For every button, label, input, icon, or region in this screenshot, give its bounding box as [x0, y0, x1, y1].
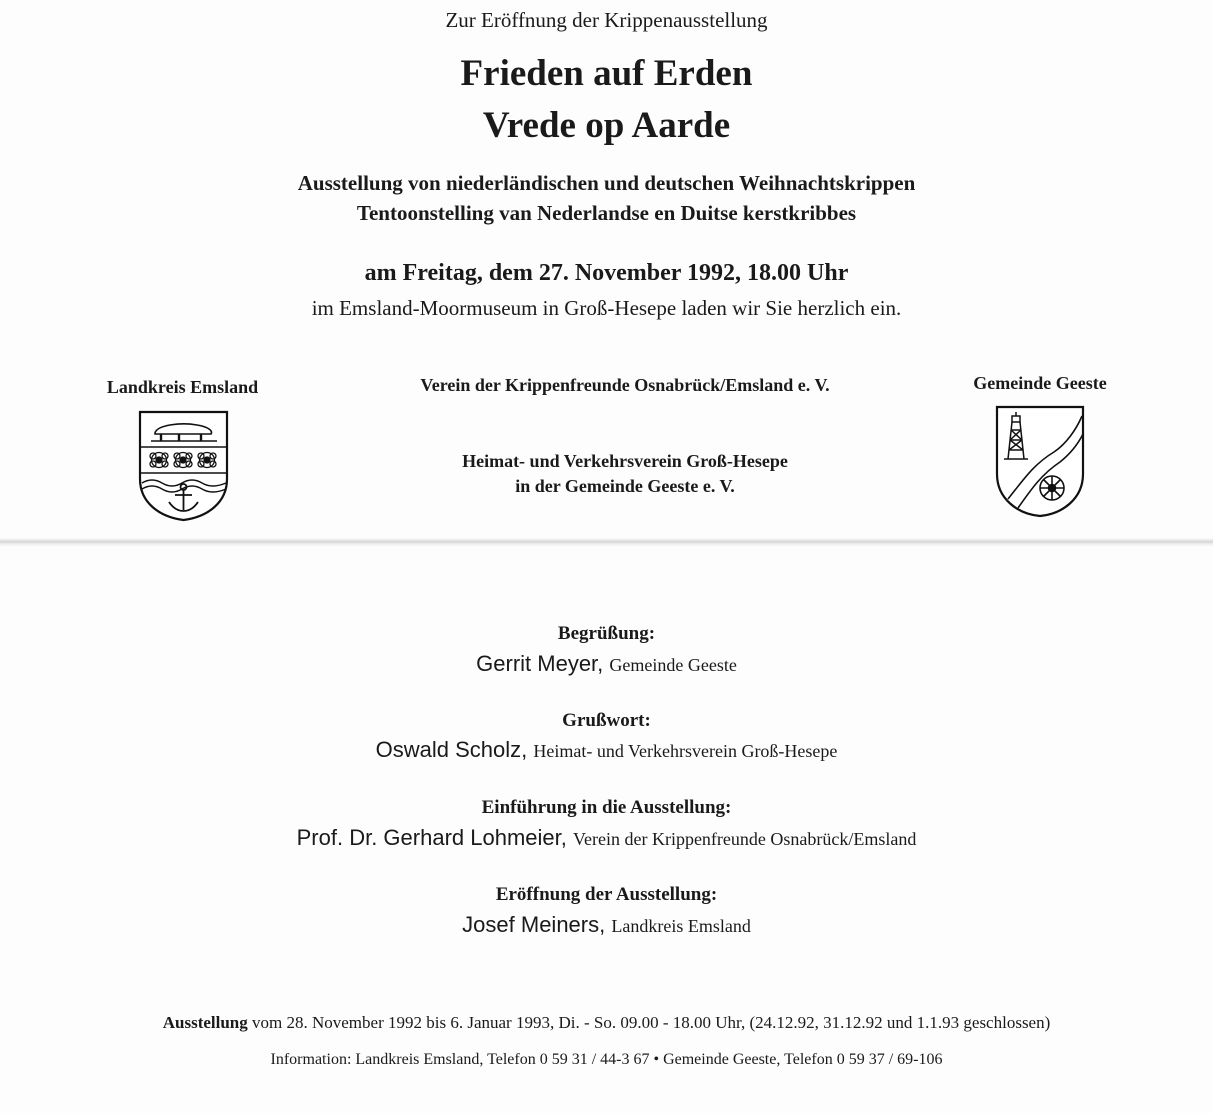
speaker-name: Oswald Scholz, — [375, 737, 528, 762]
organizer-gemeinde-geeste: Gemeinde Geeste — [973, 373, 1107, 393]
speaker-name: Gerrit Meyer, — [476, 651, 604, 676]
speaker-affiliation: Verein der Krippenfreunde Osnabrück/Emsland — [572, 829, 917, 849]
program-speaker-welcome-address — [0, 737, 1213, 763]
speaker-affiliation: Landkreis Emsland — [611, 916, 751, 936]
subtitle-dutch: Tentoonstelling van Nederlandse en Duitse kerstkribbes — [356, 201, 857, 225]
organizer-heimatverein — [330, 449, 920, 499]
exhibition-dates — [0, 1013, 1213, 1033]
subtitle-german: Ausstellung von niederländischen und deutschen Weihnachtskrippen — [297, 171, 916, 195]
program-label-introduction: Einführung in die Ausstellung: — [481, 797, 732, 818]
organizer-krippenfreunde: Verein der Krippenfreunde Osnabrück/Emsland e. V. — [420, 375, 830, 395]
organizer-heimatverein-line1: Heimat- und Verkehrsverein Groß-Hesepe — [462, 451, 788, 471]
paper-fold-line — [0, 538, 1213, 547]
program-speaker-opening — [0, 912, 1213, 938]
coat-of-arms-geeste-icon — [994, 404, 1086, 519]
contact-information: Information: Landkreis Emsland, Telefon 0 59 31 / 44-3 67 • Gemeinde Geeste, Telefon 0 59 37 / 69-106 — [270, 1051, 943, 1068]
speaker-affiliation: Gemeinde Geeste — [609, 655, 737, 675]
organizer-heimatverein-line2: in der Gemeinde Geeste e. V. — [515, 476, 735, 496]
program-speaker-greeting — [0, 651, 1213, 677]
speaker-name: Josef Meiners, — [462, 912, 606, 937]
coat-of-arms-emsland-icon — [137, 409, 230, 522]
program-label-opening: Eröffnung der Ausstellung: — [495, 884, 718, 905]
program-label-welcome-address: Grußwort: — [562, 710, 651, 731]
speaker-affiliation: Heimat- und Verkehrsverein Groß-Hesepe — [533, 741, 838, 761]
exhibition-label: Ausstellung — [162, 1013, 248, 1032]
event-date: am Freitag, dem 27. November 1992, 18.00 Uhr — [364, 260, 849, 286]
title-dutch: Vrede op Aarde — [482, 105, 731, 146]
intro-line: Zur Eröffnung der Krippenausstellung — [445, 8, 768, 32]
speaker-name: Prof. Dr. Gerhard Lohmeier, — [296, 825, 567, 850]
organizer-landkreis-emsland: Landkreis Emsland — [106, 377, 259, 397]
title-german: Frieden auf Erden — [460, 53, 753, 94]
program-label-greeting: Begrüßung: — [557, 623, 656, 644]
event-venue: im Emsland-Moormuseum in Groß-Hesepe laden wir Sie herzlich ein. — [311, 296, 902, 320]
program-speaker-introduction — [0, 825, 1213, 851]
exhibition-text: vom 28. November 1992 bis 6. Januar 1993, Di. - So. 09.00 - 18.00 Uhr, (24.12.92, 31.12.92 und 1.1.93 geschlossen) — [247, 1013, 1051, 1032]
